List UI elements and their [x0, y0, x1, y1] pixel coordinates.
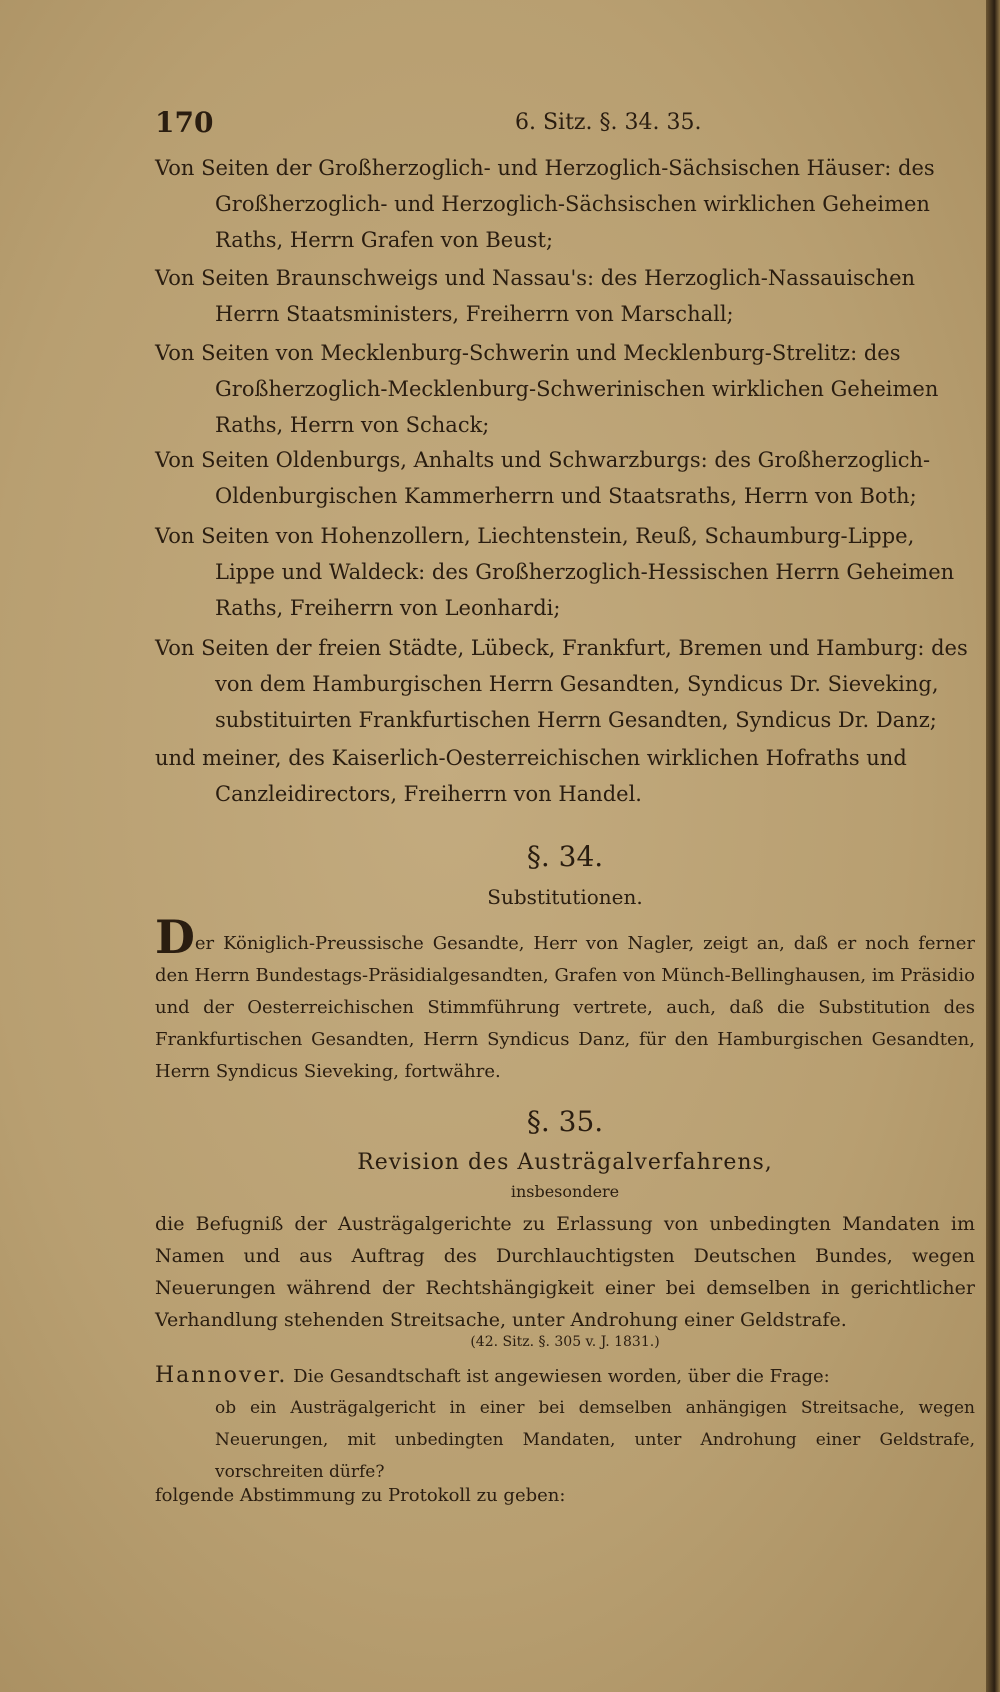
- hannover-text: Die Gesandtschaft ist angewiesen worden, über die Frage:: [293, 1366, 830, 1387]
- delegate-entry: Von Seiten Oldenburgs, Anhalts und Schwarzburgs: des Großherzoglich-Oldenburgischen Kammerherrn und Staatsraths, Herrn von Both;: [155, 448, 931, 508]
- delegate-entry: Von Seiten Braunschweigs und Nassau's: des Herzoglich-Nassauischen Herrn Staatsministers, Freiherrn von Marschall;: [155, 266, 916, 326]
- section-34-body: er Königlich-Preussische Gesandte, Herr von Nagler, zeigt an, daß er noch ferner den Herrn Bundestags-Präsidialgesandten, Grafen von Münch-Bellinghausen, im Präsidio und der Oesterreichischen Stimmführung vertrete, auch, daß die Substitution des Frankfurtischen Gesandten, Herrn Syndicus Danz, für den Hamburgischen Gesandten, Herrn Syndicus Sieveking, fortwähre.: [155, 933, 975, 1082]
- section-35-number: §. 35.: [526, 1105, 604, 1138]
- reference: (42. Sitz. §. 305 v. J. 1831.): [470, 1334, 660, 1350]
- question-text: ob ein Austrägalgericht in einer bei demselben anhängigen Streitsache, wegen Neuerungen, mit unbedingten Mandaten, unter Androhung einer Geldstrafe, vorschreiten dürfe?: [215, 1398, 975, 1482]
- section-34-title: Substitutionen.: [487, 885, 643, 909]
- page-header: [155, 100, 975, 140]
- section-34-text: [155, 910, 975, 1088]
- delegate-entry: Von Seiten von Mecklenburg-Schwerin und Mecklenburg-Strelitz: des Großherzoglich-Mecklenburg-Schwerinischen wirklichen Geheimen Raths, Herrn von Schack;: [155, 341, 939, 437]
- page-edge: [986, 0, 1000, 1692]
- hannover-label: Hannover.: [155, 1363, 288, 1388]
- delegate-entry: Von Seiten der Großherzoglich- und Herzoglich-Sächsischen Häuser: des Großherzoglich- und Herzoglich-Sächsischen wirklichen Geheimen Raths, Herrn Grafen von Beust;: [155, 156, 935, 252]
- section-35-text: die Befugniß der Austrägalgerichte zu Erlassung von unbedingten Mandaten im Namen und aus Auftrag des Durchlauchtigsten Deutschen Bundes, wegen Neuerungen während der Rechtshängigkeit einer bei demselben in gerichtlicher Verhandlung stehenden Streitsache, unter Androhung einer Geldstrafe.: [155, 1213, 975, 1331]
- section-35-subtitle: insbesondere: [510, 1182, 620, 1201]
- running-head: 6. Sitz. §. 34. 35.: [515, 110, 702, 135]
- hannover-paragraph: [155, 1360, 975, 1393]
- section-34-number: §. 34.: [526, 840, 604, 873]
- section-35-title: Revision des Austrägalverfahrens,: [357, 1150, 773, 1175]
- delegate-entry: Von Seiten der freien Städte, Lübeck, Frankfurt, Bremen und Hamburg: des von dem Hamburgischen Herrn Gesandten, Syndicus Dr. Sieveking, substituirten Frankfurtischen Herrn Gesandten, Syndicus Dr. Danz;: [155, 636, 968, 732]
- delegate-entry: Von Seiten von Hohenzollern, Liechtenstein, Reuß, Schaumburg-Lippe, Lippe und Waldeck: des Großherzoglich-Hessischen Herrn Geheimen Raths, Freiherrn von Leonhardi;: [155, 524, 955, 620]
- dropcap: D: [155, 910, 195, 964]
- page-number: 170: [155, 106, 214, 139]
- delegate-entry: und meiner, des Kaiserlich-Oesterreichischen wirklichen Hofraths und Canzleidirectors, Freiherrn von Handel.: [155, 746, 907, 806]
- closing-text: folgende Abstimmung zu Protokoll zu geben:: [155, 1485, 566, 1506]
